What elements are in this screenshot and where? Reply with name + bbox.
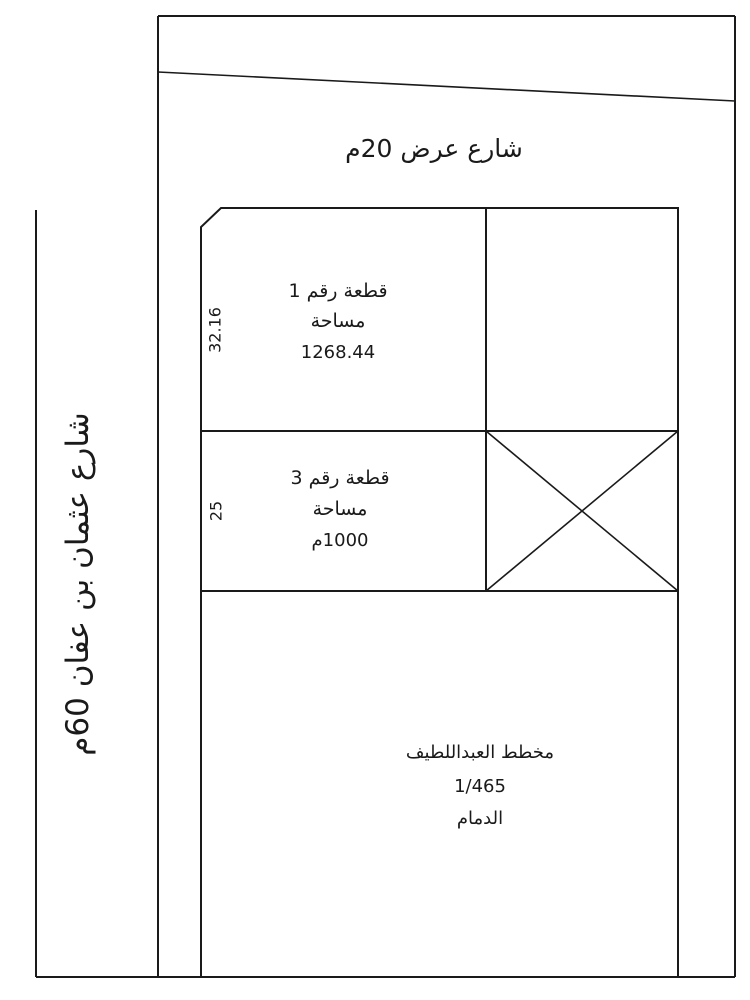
plot-3-title: قطعة رقم 3	[290, 467, 390, 489]
subdivision-city: الدمام	[456, 808, 504, 829]
plot-3-area-label: مساحة	[312, 498, 368, 520]
plot-1-area-label: مساحة	[310, 310, 366, 332]
top-street-slanted-edge	[158, 72, 735, 101]
plot-3-dimension-text: 25	[206, 500, 226, 522]
top-street-label: شارع عرض 20م	[345, 134, 523, 163]
subdivision-name: مخطط العبداللطيف	[405, 742, 555, 763]
subdivision-number: 1/465	[454, 776, 506, 797]
plot-1-dimension-text: 32.16	[205, 307, 225, 353]
left-street-label-text: شارع عثمان بن عفان 60م	[60, 412, 96, 756]
plot-1-title: قطعة رقم 1	[288, 280, 388, 302]
plot-3-area-value: 1000م	[311, 530, 369, 551]
plot-1-area-value: 1268.44	[300, 342, 376, 363]
